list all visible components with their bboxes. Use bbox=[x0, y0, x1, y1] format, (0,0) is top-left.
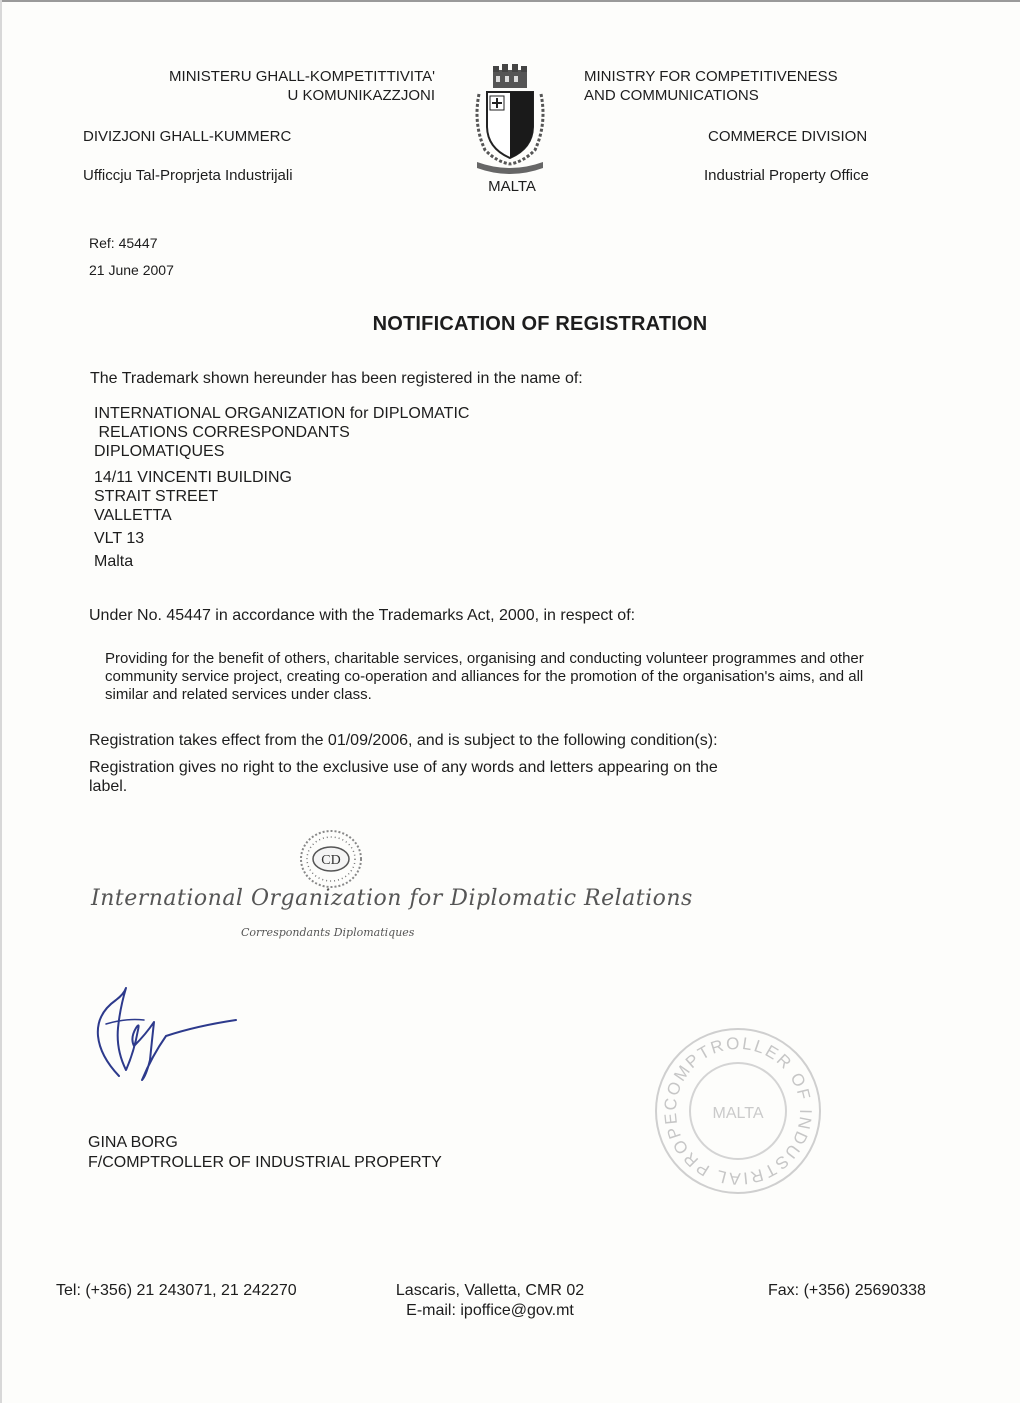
footer-fax: Fax: (+356) 25690338 bbox=[768, 1282, 926, 1299]
division-en: COMMERCE DIVISION bbox=[708, 128, 868, 145]
registrant-country: Malta bbox=[94, 553, 134, 570]
services-line: Providing for the benefit of others, charitable services, organising and conducting volunteer programmes and other bbox=[105, 650, 864, 667]
emblem-letters: CD bbox=[321, 853, 341, 868]
condition-line: Registration gives no right to the exclusive use of any words and letters appearing on the bbox=[89, 759, 718, 776]
office-mt: Ufficcju Tal-Proprjeta Industrijali bbox=[83, 167, 293, 184]
registrant-name bbox=[94, 404, 469, 461]
division-mt: DIVIZJONI GHALL-KUMMERC bbox=[83, 128, 292, 145]
scan-edge-left bbox=[0, 0, 2, 1403]
ministry-mt bbox=[60, 67, 435, 105]
services-description bbox=[105, 650, 864, 704]
footer-address: Lascaris, Valletta, CMR 02 bbox=[395, 1282, 585, 1299]
document-title: NOTIFICATION OF REGISTRATION bbox=[372, 313, 708, 335]
ministry-mt-line1: MINISTERU GHALL-KOMPETITTIVITA' bbox=[169, 68, 435, 85]
scan-edge-top bbox=[0, 0, 1020, 2]
condition-text bbox=[89, 758, 718, 796]
ministry-en-line1: MINISTRY FOR COMPETITIVENESS bbox=[584, 68, 838, 85]
registrant-name-line: DIPLOMATIQUES bbox=[94, 443, 225, 460]
document-date: 21 June 2007 bbox=[89, 262, 174, 278]
trademark-subtitle: Correspondants Diplomatiques bbox=[241, 926, 415, 939]
stamp-center-text: MALTA bbox=[712, 1105, 764, 1122]
office-en: Industrial Property Office bbox=[704, 167, 869, 184]
registrant-postcode: VLT 13 bbox=[94, 530, 145, 547]
footer-telephone: Tel: (+356) 21 243071, 21 242270 bbox=[56, 1282, 297, 1299]
condition-line: label. bbox=[89, 778, 128, 795]
signatory-name: GINA BORG bbox=[88, 1134, 178, 1151]
office-stamp-seal bbox=[653, 1026, 823, 1196]
handwritten-signature bbox=[86, 984, 250, 1090]
address-line: STRAIT STREET bbox=[94, 488, 219, 505]
services-line: community service project, creating co-operation and alliances for the promotion of the organisation's aims, and all bbox=[105, 668, 864, 685]
ministry-en bbox=[584, 67, 838, 105]
address-line: VALLETTA bbox=[94, 507, 172, 524]
registration-number-text: Under No. 45447 in accordance with the Trademarks Act, 2000, in respect of: bbox=[89, 607, 636, 624]
ministry-mt-line2: U KOMUNIKAZZJONI bbox=[287, 87, 435, 104]
trademark-name: International Organization for Diplomatic Relations bbox=[91, 886, 693, 911]
footer-contact bbox=[380, 1281, 600, 1321]
cd-emblem-icon bbox=[298, 828, 364, 890]
reference-number: Ref: 45447 bbox=[89, 235, 158, 251]
ministry-en-line2: AND COMMUNICATIONS bbox=[584, 87, 759, 104]
footer-email: E-mail: ipoffice@gov.mt bbox=[406, 1302, 574, 1319]
country-label: MALTA bbox=[488, 178, 536, 195]
intro-text: The Trademark shown hereunder has been registered in the name of: bbox=[90, 370, 583, 387]
signatory-title: F/COMPTROLLER OF INDUSTRIAL PROPERTY bbox=[88, 1154, 442, 1171]
stamp-ring-text: COMPTROLLER OF INDUSTRIAL PROPE bbox=[660, 1033, 816, 1189]
registrant-name-line: RELATIONS CORRESPONDANTS bbox=[94, 424, 350, 441]
malta-coat-of-arms-icon bbox=[469, 64, 551, 174]
registrant-address bbox=[94, 468, 292, 525]
effective-date-text: Registration takes effect from the 01/09/2006, and is subject to the following condition(s): bbox=[89, 732, 718, 749]
services-line: similar and related services under class. bbox=[105, 686, 372, 703]
registrant-name-line: INTERNATIONAL ORGANIZATION for DIPLOMATIC bbox=[94, 405, 470, 422]
address-line: 14/11 VINCENTI BUILDING bbox=[94, 469, 292, 486]
